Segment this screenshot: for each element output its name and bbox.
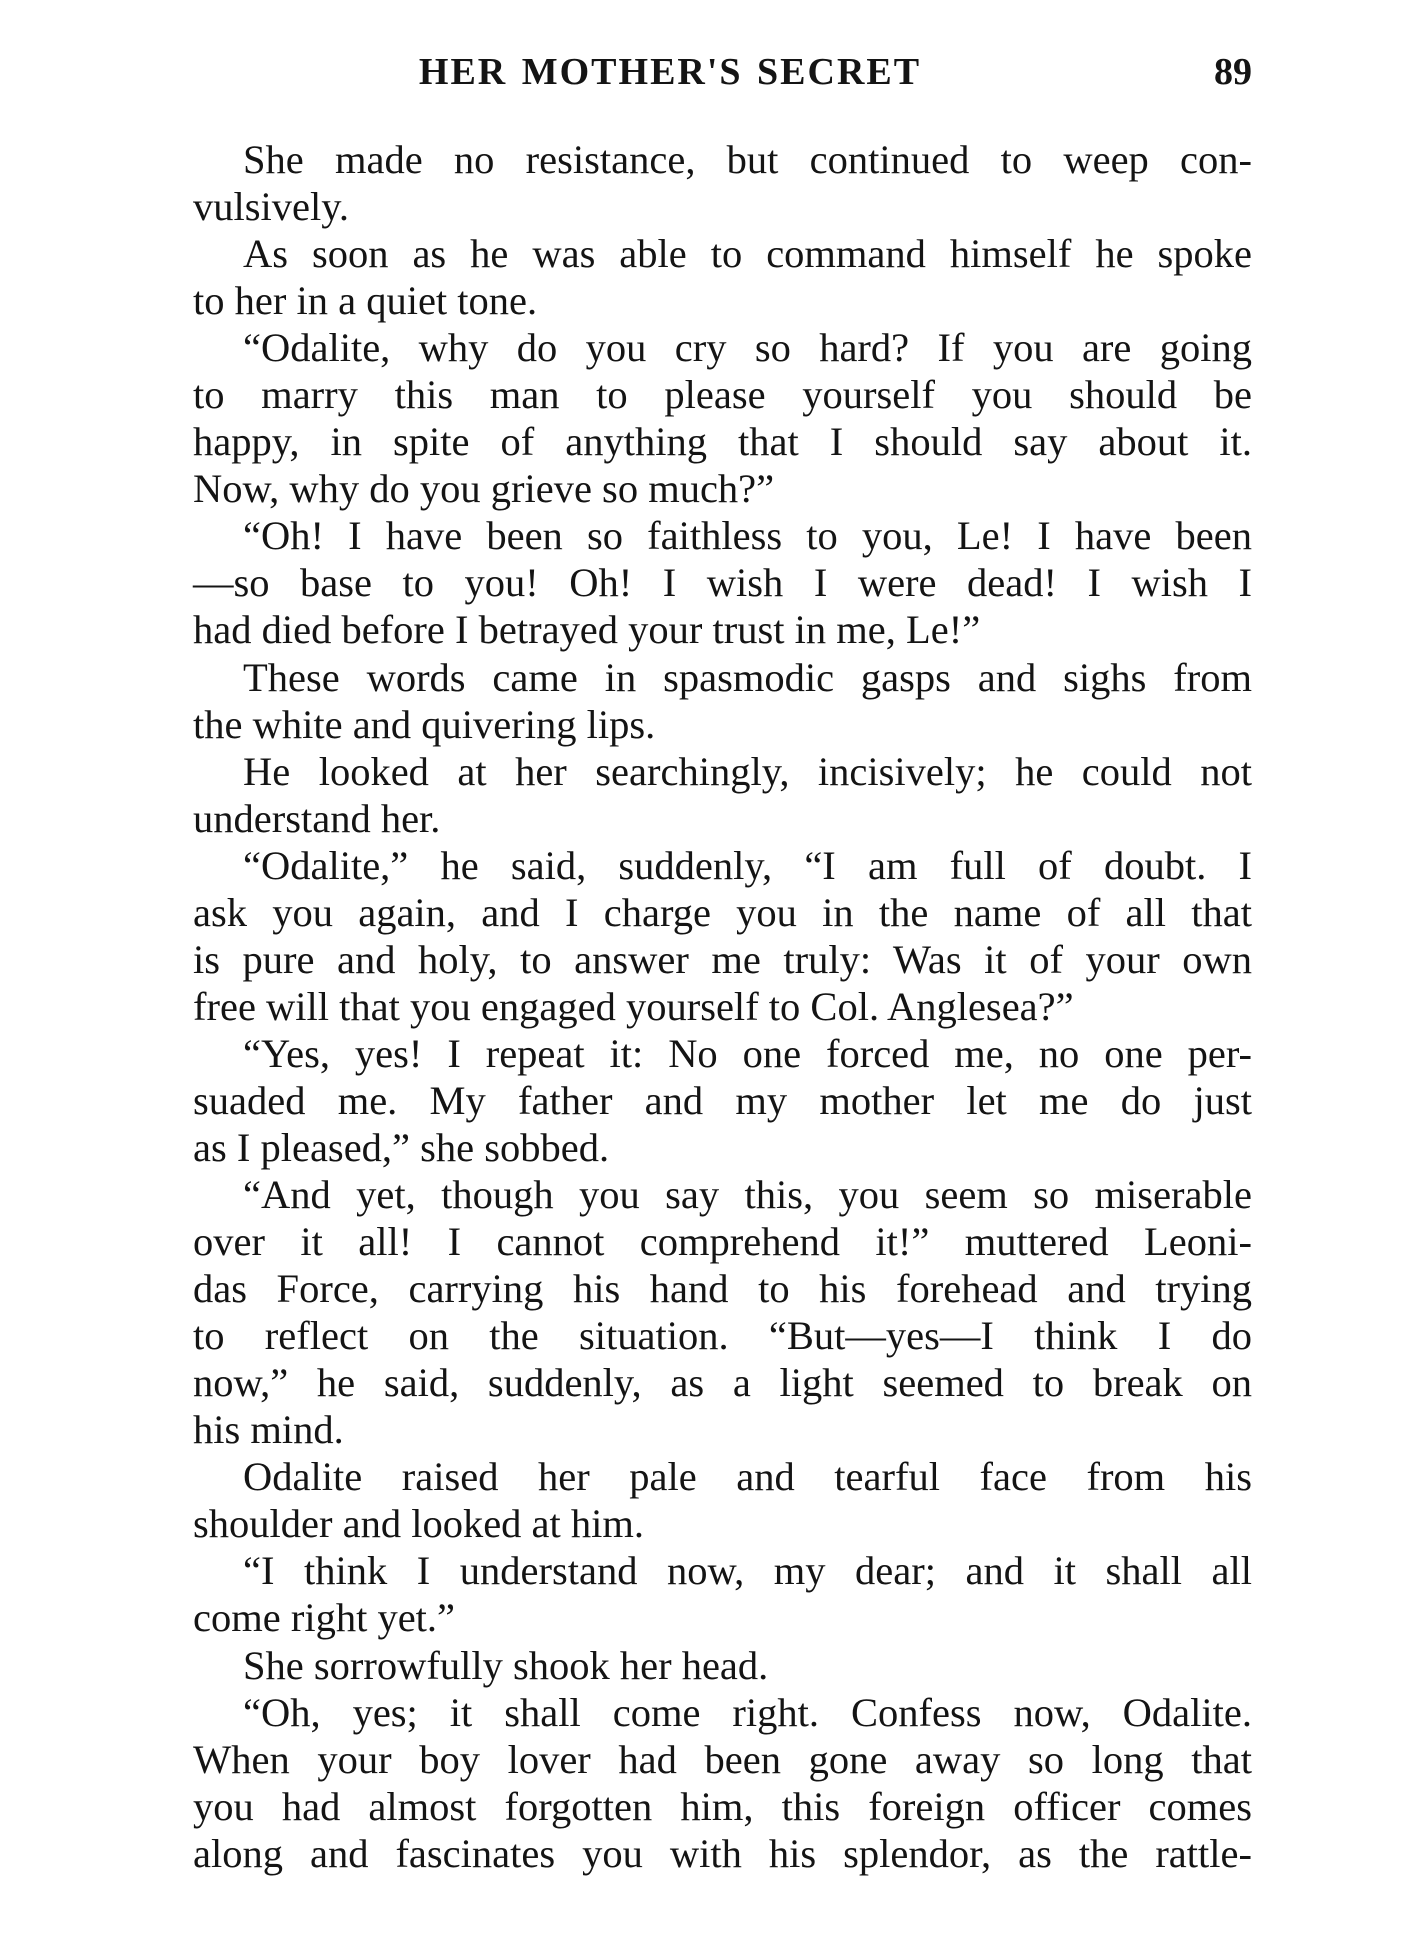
text-line: vulsively. bbox=[193, 184, 349, 230]
text-line: “Oh, yes; it shall come right. Confess now, Odalite. bbox=[243, 1689, 1252, 1735]
text-line: as I pleased,” she sobbed. bbox=[193, 1124, 610, 1170]
running-title: HER MOTHER'S SECRET bbox=[418, 51, 922, 93]
text-line: —so base to you! Oh! I wish I were dead! I wish I bbox=[193, 560, 1252, 606]
text-line: Odalite raised her pale and tearful face from his bbox=[243, 1454, 1252, 1500]
text-line: happy, in spite of anything that I should say about it. bbox=[193, 419, 1252, 465]
text-line: “Odalite,” he said, suddenly, “I am full of doubt. I bbox=[243, 842, 1252, 888]
text-line: free will that you engaged yourself to Col. Anglesea?” bbox=[193, 983, 1074, 1029]
text-line: He looked at her searchingly, incisively; he could not bbox=[243, 748, 1252, 794]
text-line: When your boy lover had been gone away so long that bbox=[193, 1736, 1252, 1782]
text-line: “And yet, though you say this, you seem so miserable bbox=[243, 1172, 1252, 1218]
text-line: suaded me. My father and my mother let me do just bbox=[193, 1077, 1252, 1123]
text-line: “Odalite, why do you cry so hard? If you are going bbox=[243, 325, 1252, 371]
text-line: to marry this man to please yourself you should be bbox=[193, 372, 1252, 418]
text-line: now,” he said, suddenly, as a light seemed to break on bbox=[193, 1360, 1252, 1406]
text-line: As soon as he was able to command himself he spoke bbox=[243, 231, 1252, 277]
text-line: She made no resistance, but continued to weep con- bbox=[243, 137, 1252, 182]
text-line: over it all! I cannot comprehend it!” muttered Leoni- bbox=[193, 1219, 1252, 1265]
page-number: 89 bbox=[1214, 51, 1252, 93]
text-line: come right yet.” bbox=[193, 1595, 456, 1641]
text-line: “Oh! I have been so faithless to you, Le! I have been bbox=[243, 513, 1252, 559]
text-line: is pure and holy, to answer me truly: Was it of your own bbox=[193, 936, 1252, 982]
text-line: She sorrowfully shook her head. bbox=[243, 1642, 769, 1688]
text-line: “I think I understand now, my dear; and it shall all bbox=[243, 1548, 1252, 1594]
text-line: to reflect on the situation. “But—yes—I think I do bbox=[193, 1313, 1252, 1359]
text-line: These words came in spasmodic gasps and sighs from bbox=[243, 654, 1252, 700]
running-head bbox=[190, 50, 1252, 106]
body-text bbox=[193, 136, 1252, 1877]
text-line: das Force, carrying his hand to his forehead and trying bbox=[193, 1266, 1252, 1312]
text-line: shoulder and looked at him. bbox=[193, 1501, 645, 1547]
text-line: Now, why do you grieve so much?” bbox=[193, 466, 775, 512]
text-line: to her in a quiet tone. bbox=[193, 278, 538, 324]
text-line: had died before I betrayed your trust in me, Le!” bbox=[193, 607, 981, 653]
text-line: “Yes, yes! I repeat it: No one forced me, no one per- bbox=[243, 1030, 1252, 1076]
text-line: ask you again, and I charge you in the name of all that bbox=[193, 889, 1252, 935]
text-line: his mind. bbox=[193, 1407, 344, 1453]
text-line: you had almost forgotten him, this foreign officer comes bbox=[193, 1783, 1252, 1829]
text-line: the white and quivering lips. bbox=[193, 701, 656, 747]
text-line: along and fascinates you with his splendor, as the rattle- bbox=[193, 1830, 1252, 1876]
text-line: understand her. bbox=[193, 795, 441, 841]
